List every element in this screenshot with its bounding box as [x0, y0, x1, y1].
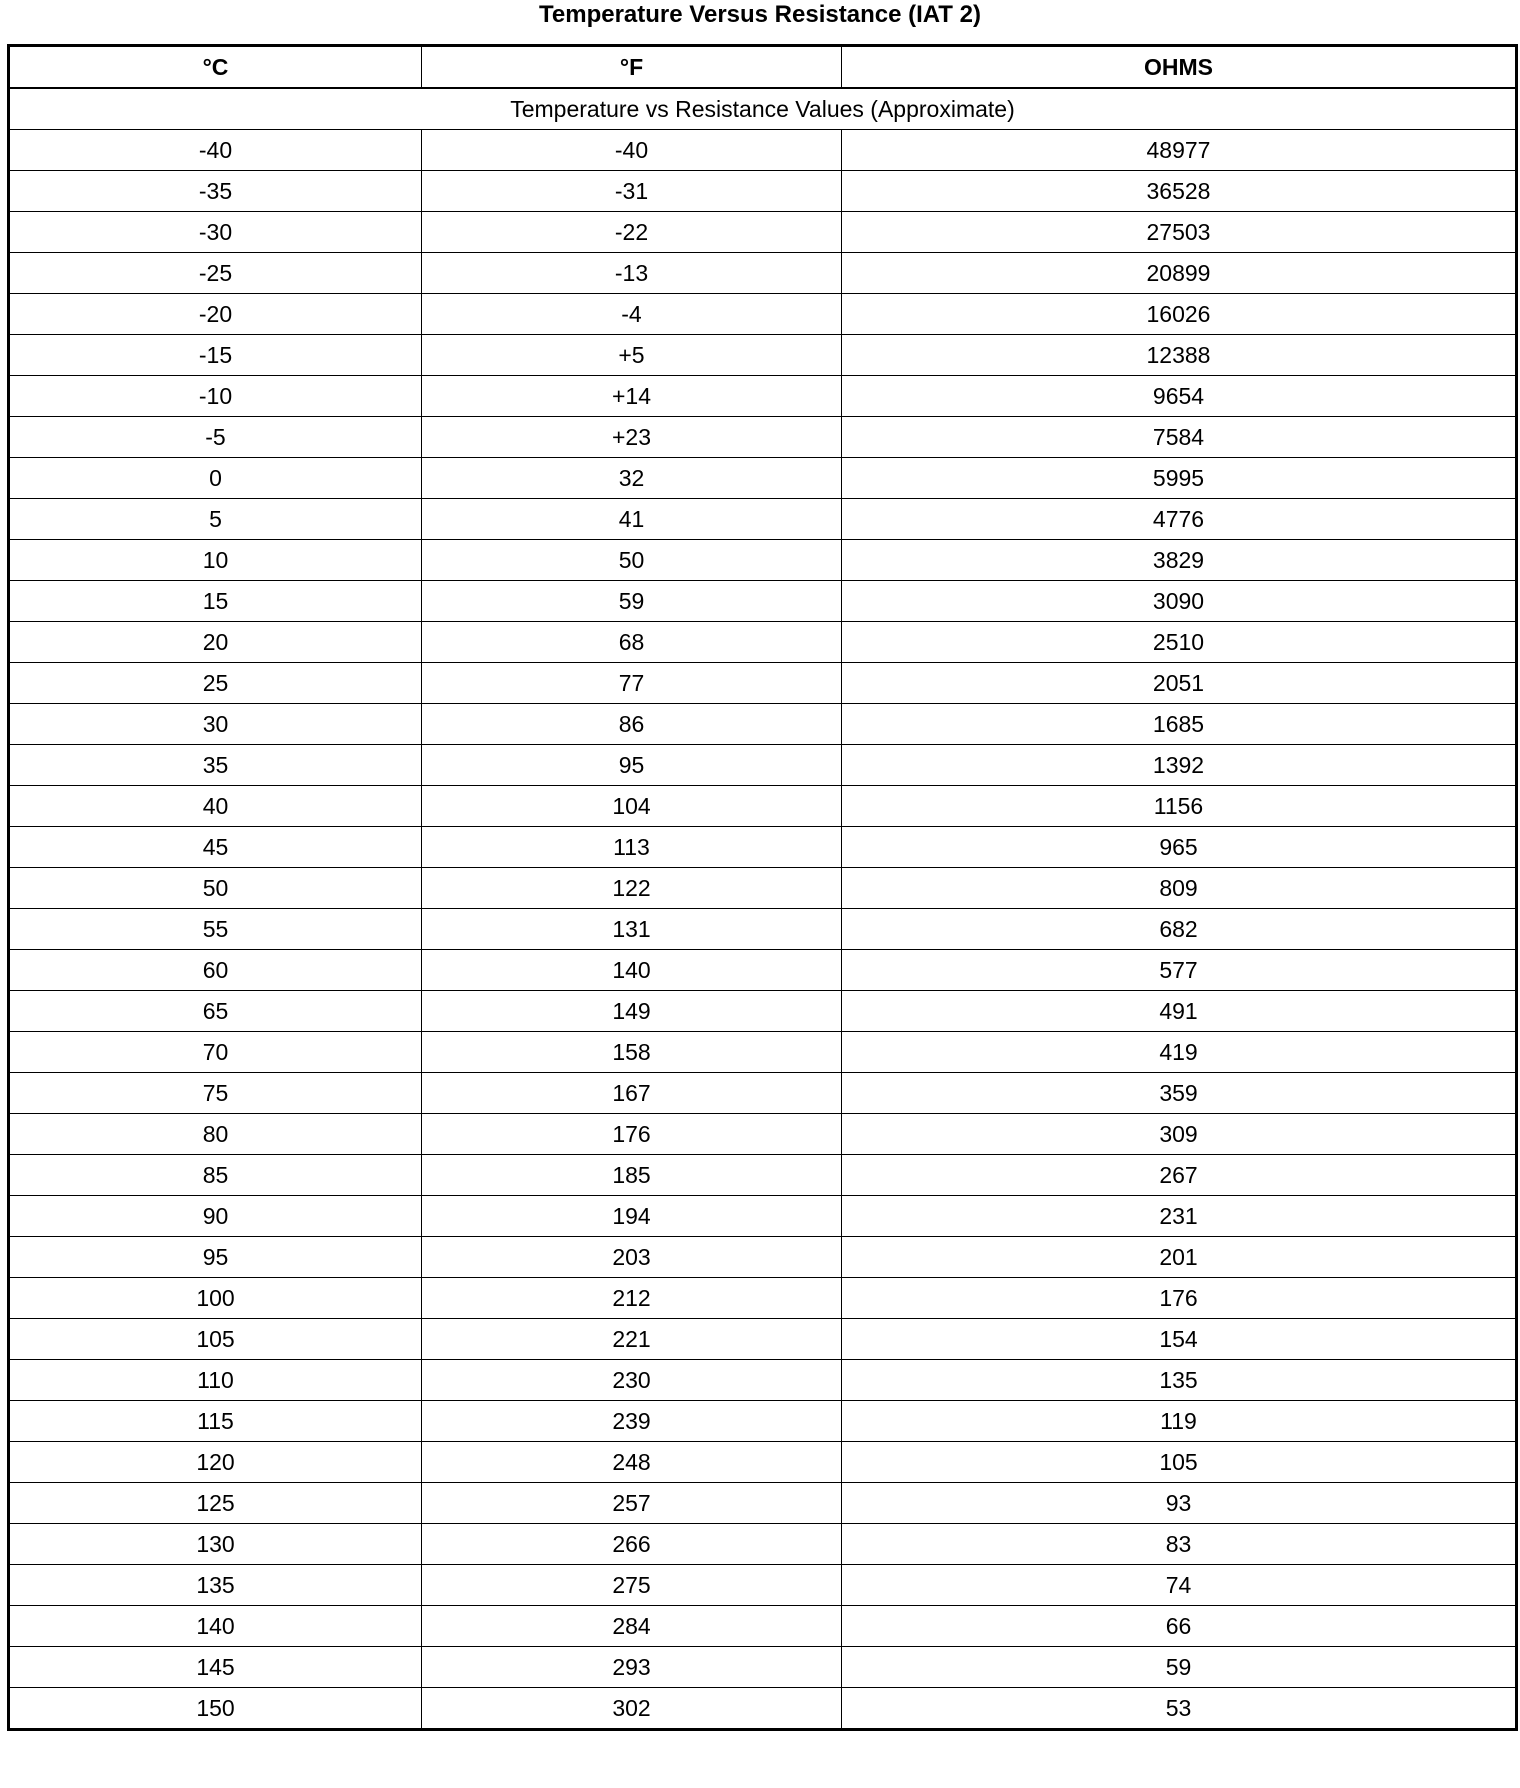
cell-ohms: 1685 — [842, 704, 1517, 745]
cell-celsius: 80 — [9, 1114, 422, 1155]
cell-celsius: -25 — [9, 253, 422, 294]
cell-ohms: 682 — [842, 909, 1517, 950]
cell-celsius: -10 — [9, 376, 422, 417]
cell-ohms: 1392 — [842, 745, 1517, 786]
table-row — [9, 1524, 1517, 1565]
cell-fahrenheit: 167 — [422, 1073, 842, 1114]
cell-celsius: -35 — [9, 171, 422, 212]
cell-ohms: 2051 — [842, 663, 1517, 704]
cell-fahrenheit: 86 — [422, 704, 842, 745]
cell-fahrenheit: 68 — [422, 622, 842, 663]
cell-celsius: 35 — [9, 745, 422, 786]
cell-celsius: -15 — [9, 335, 422, 376]
cell-ohms: 965 — [842, 827, 1517, 868]
cell-fahrenheit: 194 — [422, 1196, 842, 1237]
cell-fahrenheit: 50 — [422, 540, 842, 581]
cell-celsius: 20 — [9, 622, 422, 663]
table-row — [9, 1401, 1517, 1442]
header-ohms: OHMS — [842, 46, 1517, 89]
table-row — [9, 1319, 1517, 1360]
cell-celsius: 115 — [9, 1401, 422, 1442]
cell-celsius: 50 — [9, 868, 422, 909]
cell-ohms: 93 — [842, 1483, 1517, 1524]
table-row — [9, 458, 1517, 499]
cell-ohms: 359 — [842, 1073, 1517, 1114]
cell-ohms: 154 — [842, 1319, 1517, 1360]
cell-celsius: 55 — [9, 909, 422, 950]
table-row — [9, 130, 1517, 171]
table-row — [9, 253, 1517, 294]
table-row — [9, 1483, 1517, 1524]
table-row — [9, 212, 1517, 253]
cell-fahrenheit: 113 — [422, 827, 842, 868]
cell-ohms: 3829 — [842, 540, 1517, 581]
table-row — [9, 704, 1517, 745]
temperature-resistance-table — [7, 44, 1518, 1731]
cell-ohms: 53 — [842, 1688, 1517, 1730]
cell-celsius: 70 — [9, 1032, 422, 1073]
cell-fahrenheit: -40 — [422, 130, 842, 171]
cell-celsius: -20 — [9, 294, 422, 335]
table-row — [9, 581, 1517, 622]
cell-ohms: 231 — [842, 1196, 1517, 1237]
cell-fahrenheit: 203 — [422, 1237, 842, 1278]
cell-fahrenheit: 185 — [422, 1155, 842, 1196]
cell-fahrenheit: 239 — [422, 1401, 842, 1442]
cell-celsius: -40 — [9, 130, 422, 171]
document-title: Temperature Versus Resistance (IAT 2) — [539, 1, 981, 28]
table-row — [9, 1237, 1517, 1278]
cell-celsius: 75 — [9, 1073, 422, 1114]
cell-fahrenheit: 176 — [422, 1114, 842, 1155]
cell-ohms: 59 — [842, 1647, 1517, 1688]
header-row — [9, 46, 1517, 89]
cell-ohms: 1156 — [842, 786, 1517, 827]
cell-ohms: 267 — [842, 1155, 1517, 1196]
cell-celsius: 120 — [9, 1442, 422, 1483]
table-row — [9, 1606, 1517, 1647]
table-row — [9, 1155, 1517, 1196]
cell-fahrenheit: 32 — [422, 458, 842, 499]
cell-fahrenheit: 293 — [422, 1647, 842, 1688]
cell-ohms: 577 — [842, 950, 1517, 991]
table-row — [9, 540, 1517, 581]
table-row — [9, 868, 1517, 909]
cell-fahrenheit: 212 — [422, 1278, 842, 1319]
cell-celsius: 45 — [9, 827, 422, 868]
cell-fahrenheit: -22 — [422, 212, 842, 253]
cell-celsius: 0 — [9, 458, 422, 499]
cell-ohms: 66 — [842, 1606, 1517, 1647]
cell-fahrenheit: +14 — [422, 376, 842, 417]
cell-fahrenheit: 266 — [422, 1524, 842, 1565]
cell-fahrenheit: 131 — [422, 909, 842, 950]
cell-ohms: 5995 — [842, 458, 1517, 499]
cell-fahrenheit: -4 — [422, 294, 842, 335]
cell-fahrenheit: 230 — [422, 1360, 842, 1401]
cell-celsius: -5 — [9, 417, 422, 458]
table-caption: Temperature vs Resistance Values (Approximate) — [9, 88, 1517, 130]
table-row — [9, 1032, 1517, 1073]
table-row — [9, 827, 1517, 868]
cell-fahrenheit: 275 — [422, 1565, 842, 1606]
cell-celsius: 40 — [9, 786, 422, 827]
cell-ohms: 27503 — [842, 212, 1517, 253]
cell-celsius: 105 — [9, 1319, 422, 1360]
cell-fahrenheit: 257 — [422, 1483, 842, 1524]
table-row — [9, 1278, 1517, 1319]
table-row — [9, 1114, 1517, 1155]
cell-ohms: 83 — [842, 1524, 1517, 1565]
cell-ohms: 491 — [842, 991, 1517, 1032]
table-row — [9, 1360, 1517, 1401]
cell-celsius: 65 — [9, 991, 422, 1032]
cell-celsius: 15 — [9, 581, 422, 622]
cell-celsius: 85 — [9, 1155, 422, 1196]
table-row — [9, 745, 1517, 786]
cell-celsius: 145 — [9, 1647, 422, 1688]
cell-ohms: 3090 — [842, 581, 1517, 622]
table-row — [9, 1565, 1517, 1606]
cell-celsius: 110 — [9, 1360, 422, 1401]
table-row — [9, 991, 1517, 1032]
cell-celsius: 150 — [9, 1688, 422, 1730]
table-row — [9, 622, 1517, 663]
cell-ohms: 309 — [842, 1114, 1517, 1155]
cell-fahrenheit: 77 — [422, 663, 842, 704]
cell-ohms: 20899 — [842, 253, 1517, 294]
cell-celsius: -30 — [9, 212, 422, 253]
table-row — [9, 1073, 1517, 1114]
cell-celsius: 130 — [9, 1524, 422, 1565]
header-fahrenheit: °F — [422, 46, 842, 89]
table-row — [9, 499, 1517, 540]
cell-ohms: 2510 — [842, 622, 1517, 663]
cell-fahrenheit: 302 — [422, 1688, 842, 1730]
table-row — [9, 335, 1517, 376]
table-row — [9, 1442, 1517, 1483]
cell-ohms: 809 — [842, 868, 1517, 909]
cell-celsius: 125 — [9, 1483, 422, 1524]
cell-fahrenheit: 122 — [422, 868, 842, 909]
cell-ohms: 16026 — [842, 294, 1517, 335]
cell-fahrenheit: 59 — [422, 581, 842, 622]
cell-fahrenheit: 221 — [422, 1319, 842, 1360]
cell-celsius: 135 — [9, 1565, 422, 1606]
cell-fahrenheit: +23 — [422, 417, 842, 458]
cell-ohms: 48977 — [842, 130, 1517, 171]
header-celsius: °C — [9, 46, 422, 89]
cell-ohms: 74 — [842, 1565, 1517, 1606]
cell-celsius: 100 — [9, 1278, 422, 1319]
cell-fahrenheit: 248 — [422, 1442, 842, 1483]
table-header — [9, 46, 1517, 89]
cell-ohms: 4776 — [842, 499, 1517, 540]
cell-ohms: 419 — [842, 1032, 1517, 1073]
cell-fahrenheit: 284 — [422, 1606, 842, 1647]
cell-celsius: 10 — [9, 540, 422, 581]
cell-ohms: 9654 — [842, 376, 1517, 417]
cell-celsius: 25 — [9, 663, 422, 704]
cell-fahrenheit: -31 — [422, 171, 842, 212]
cell-ohms: 7584 — [842, 417, 1517, 458]
cell-fahrenheit: 95 — [422, 745, 842, 786]
cell-fahrenheit: -13 — [422, 253, 842, 294]
cell-fahrenheit: 158 — [422, 1032, 842, 1073]
table-row — [9, 1647, 1517, 1688]
table-body — [9, 88, 1517, 1730]
table-row — [9, 1196, 1517, 1237]
cell-ohms: 105 — [842, 1442, 1517, 1483]
cell-fahrenheit: 140 — [422, 950, 842, 991]
table-row — [9, 1688, 1517, 1730]
cell-fahrenheit: 104 — [422, 786, 842, 827]
table-row — [9, 950, 1517, 991]
cell-fahrenheit: 41 — [422, 499, 842, 540]
table-row — [9, 786, 1517, 827]
cell-ohms: 176 — [842, 1278, 1517, 1319]
cell-ohms: 201 — [842, 1237, 1517, 1278]
cell-celsius: 90 — [9, 1196, 422, 1237]
table-row — [9, 663, 1517, 704]
cell-celsius: 5 — [9, 499, 422, 540]
table-row — [9, 909, 1517, 950]
table-row — [9, 376, 1517, 417]
cell-ohms: 119 — [842, 1401, 1517, 1442]
table-row — [9, 171, 1517, 212]
cell-ohms: 135 — [842, 1360, 1517, 1401]
table-row — [9, 417, 1517, 458]
cell-ohms: 12388 — [842, 335, 1517, 376]
cell-celsius: 30 — [9, 704, 422, 745]
cell-celsius: 60 — [9, 950, 422, 991]
caption-row — [9, 88, 1517, 130]
cell-fahrenheit: 149 — [422, 991, 842, 1032]
cell-ohms: 36528 — [842, 171, 1517, 212]
cell-celsius: 140 — [9, 1606, 422, 1647]
cell-celsius: 95 — [9, 1237, 422, 1278]
table-row — [9, 294, 1517, 335]
cell-fahrenheit: +5 — [422, 335, 842, 376]
